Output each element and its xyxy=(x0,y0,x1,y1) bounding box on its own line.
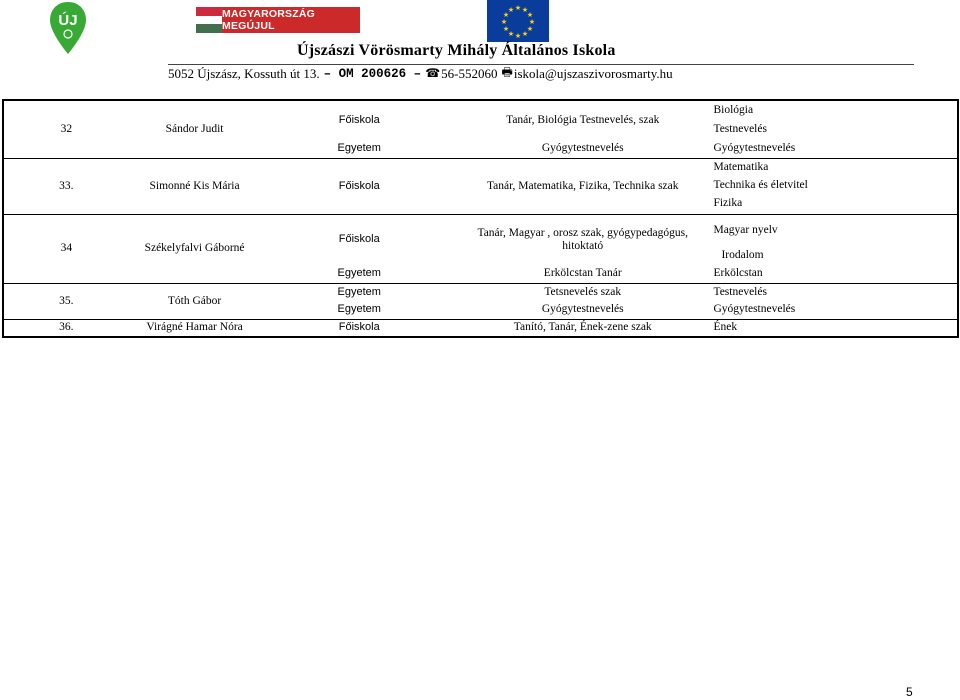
staff-qualification-table xyxy=(2,99,959,338)
eu-flag-icon xyxy=(487,0,549,42)
svg-text:★: ★ xyxy=(526,25,534,33)
hungarian-flag-icon xyxy=(196,7,222,33)
subject: Magyar nyelv xyxy=(713,223,778,236)
subject: Fizika xyxy=(713,197,743,210)
uj-logo-icon xyxy=(48,0,88,56)
uj-logo xyxy=(48,0,88,56)
row-number: 36. xyxy=(59,321,74,334)
om-identifier: – OM 200626 – xyxy=(323,66,422,81)
svg-text:★: ★ xyxy=(526,11,534,19)
institution: Főiskola xyxy=(338,113,380,126)
header-divider xyxy=(168,64,914,65)
institution: Egyetem xyxy=(337,303,381,316)
subject: Erkölcstan xyxy=(713,267,763,280)
teacher-name: Tóth Gábor xyxy=(167,294,222,307)
table-row xyxy=(3,214,958,246)
degree: Erkölcstan Tanár xyxy=(543,267,622,280)
teacher-name: Simonné Kis Mária xyxy=(149,179,240,192)
institution: Egyetem xyxy=(337,141,381,154)
row-number: 33. xyxy=(59,179,74,192)
table-row xyxy=(3,158,958,176)
subject: Technika és életvitel xyxy=(713,178,808,191)
row-number: 32 xyxy=(60,122,73,135)
subject: Gyógytestnevelés xyxy=(713,303,796,316)
degree: Tanító, Tanár, Ének-zene szak xyxy=(513,321,652,334)
teacher-name: Virágné Hamar Nóra xyxy=(146,321,243,334)
subject: Biológia xyxy=(713,103,754,116)
subject: Matematika xyxy=(713,160,769,173)
fax-icon: 🖶 xyxy=(501,65,513,79)
svg-text:★: ★ xyxy=(502,11,510,19)
svg-text:★: ★ xyxy=(521,30,529,38)
eu-stars-icon xyxy=(487,0,549,42)
institution: Főiskola xyxy=(338,233,380,246)
table-row xyxy=(3,100,958,120)
institution: Egyetem xyxy=(337,285,381,298)
degree: Gyógytestnevelés xyxy=(541,141,624,154)
svg-text:★: ★ xyxy=(528,18,536,26)
email-address[interactable]: iskola@ujszaszivorosmarty.hu xyxy=(513,65,673,81)
svg-text:★: ★ xyxy=(514,32,522,40)
table-row xyxy=(3,283,958,301)
page-number: 5 xyxy=(906,685,913,699)
svg-text:★: ★ xyxy=(507,6,515,14)
subject: Testnevelés xyxy=(713,123,767,135)
programme-banner-text: MAGYARORSZÁG MEGÚJUL xyxy=(222,7,360,33)
row-number: 35. xyxy=(59,294,74,307)
teacher-name: Székelyfalvi Gáborné xyxy=(144,242,245,254)
degree: Gyógytestnevelés xyxy=(541,303,624,316)
school-name: Újszászi Vörösmarty Mihály Általános Iskola xyxy=(297,42,616,59)
svg-text:★: ★ xyxy=(521,6,529,14)
programme-banner xyxy=(196,7,360,33)
institution: Főiskola xyxy=(338,179,380,192)
subject: Irodalom xyxy=(721,249,764,261)
svg-text:★: ★ xyxy=(514,4,522,12)
phone-icon: ☎ xyxy=(425,66,441,80)
teacher-name: Sándor Judit xyxy=(165,122,224,135)
svg-text:★: ★ xyxy=(500,18,508,26)
degree: Tanár, Magyar , orosz szak, gyógypedagógus, hitoktató xyxy=(477,226,688,252)
degree: Tanár, Biológia Testnevelés, szak xyxy=(506,113,660,126)
row-number: 34 xyxy=(60,242,73,254)
subject: Ének xyxy=(713,321,738,334)
address: 5052 Újszász, Kossuth út 13. xyxy=(168,65,320,81)
subject: Testnevelés xyxy=(713,285,767,298)
svg-text:ÚJ: ÚJ xyxy=(58,12,78,29)
subject: Gyógytestnevelés xyxy=(713,141,796,154)
svg-text:★: ★ xyxy=(507,30,515,38)
institution: Főiskola xyxy=(338,321,380,334)
degree: Tanár, Matematika, Fizika, Technika szak xyxy=(486,179,679,192)
contact-line xyxy=(168,63,673,84)
svg-text:★: ★ xyxy=(502,25,510,33)
institution: Egyetem xyxy=(337,267,381,280)
phone-number: 56-552060 xyxy=(441,65,498,81)
degree: Tetsnevelés szak xyxy=(544,285,622,298)
table-row xyxy=(3,319,958,337)
